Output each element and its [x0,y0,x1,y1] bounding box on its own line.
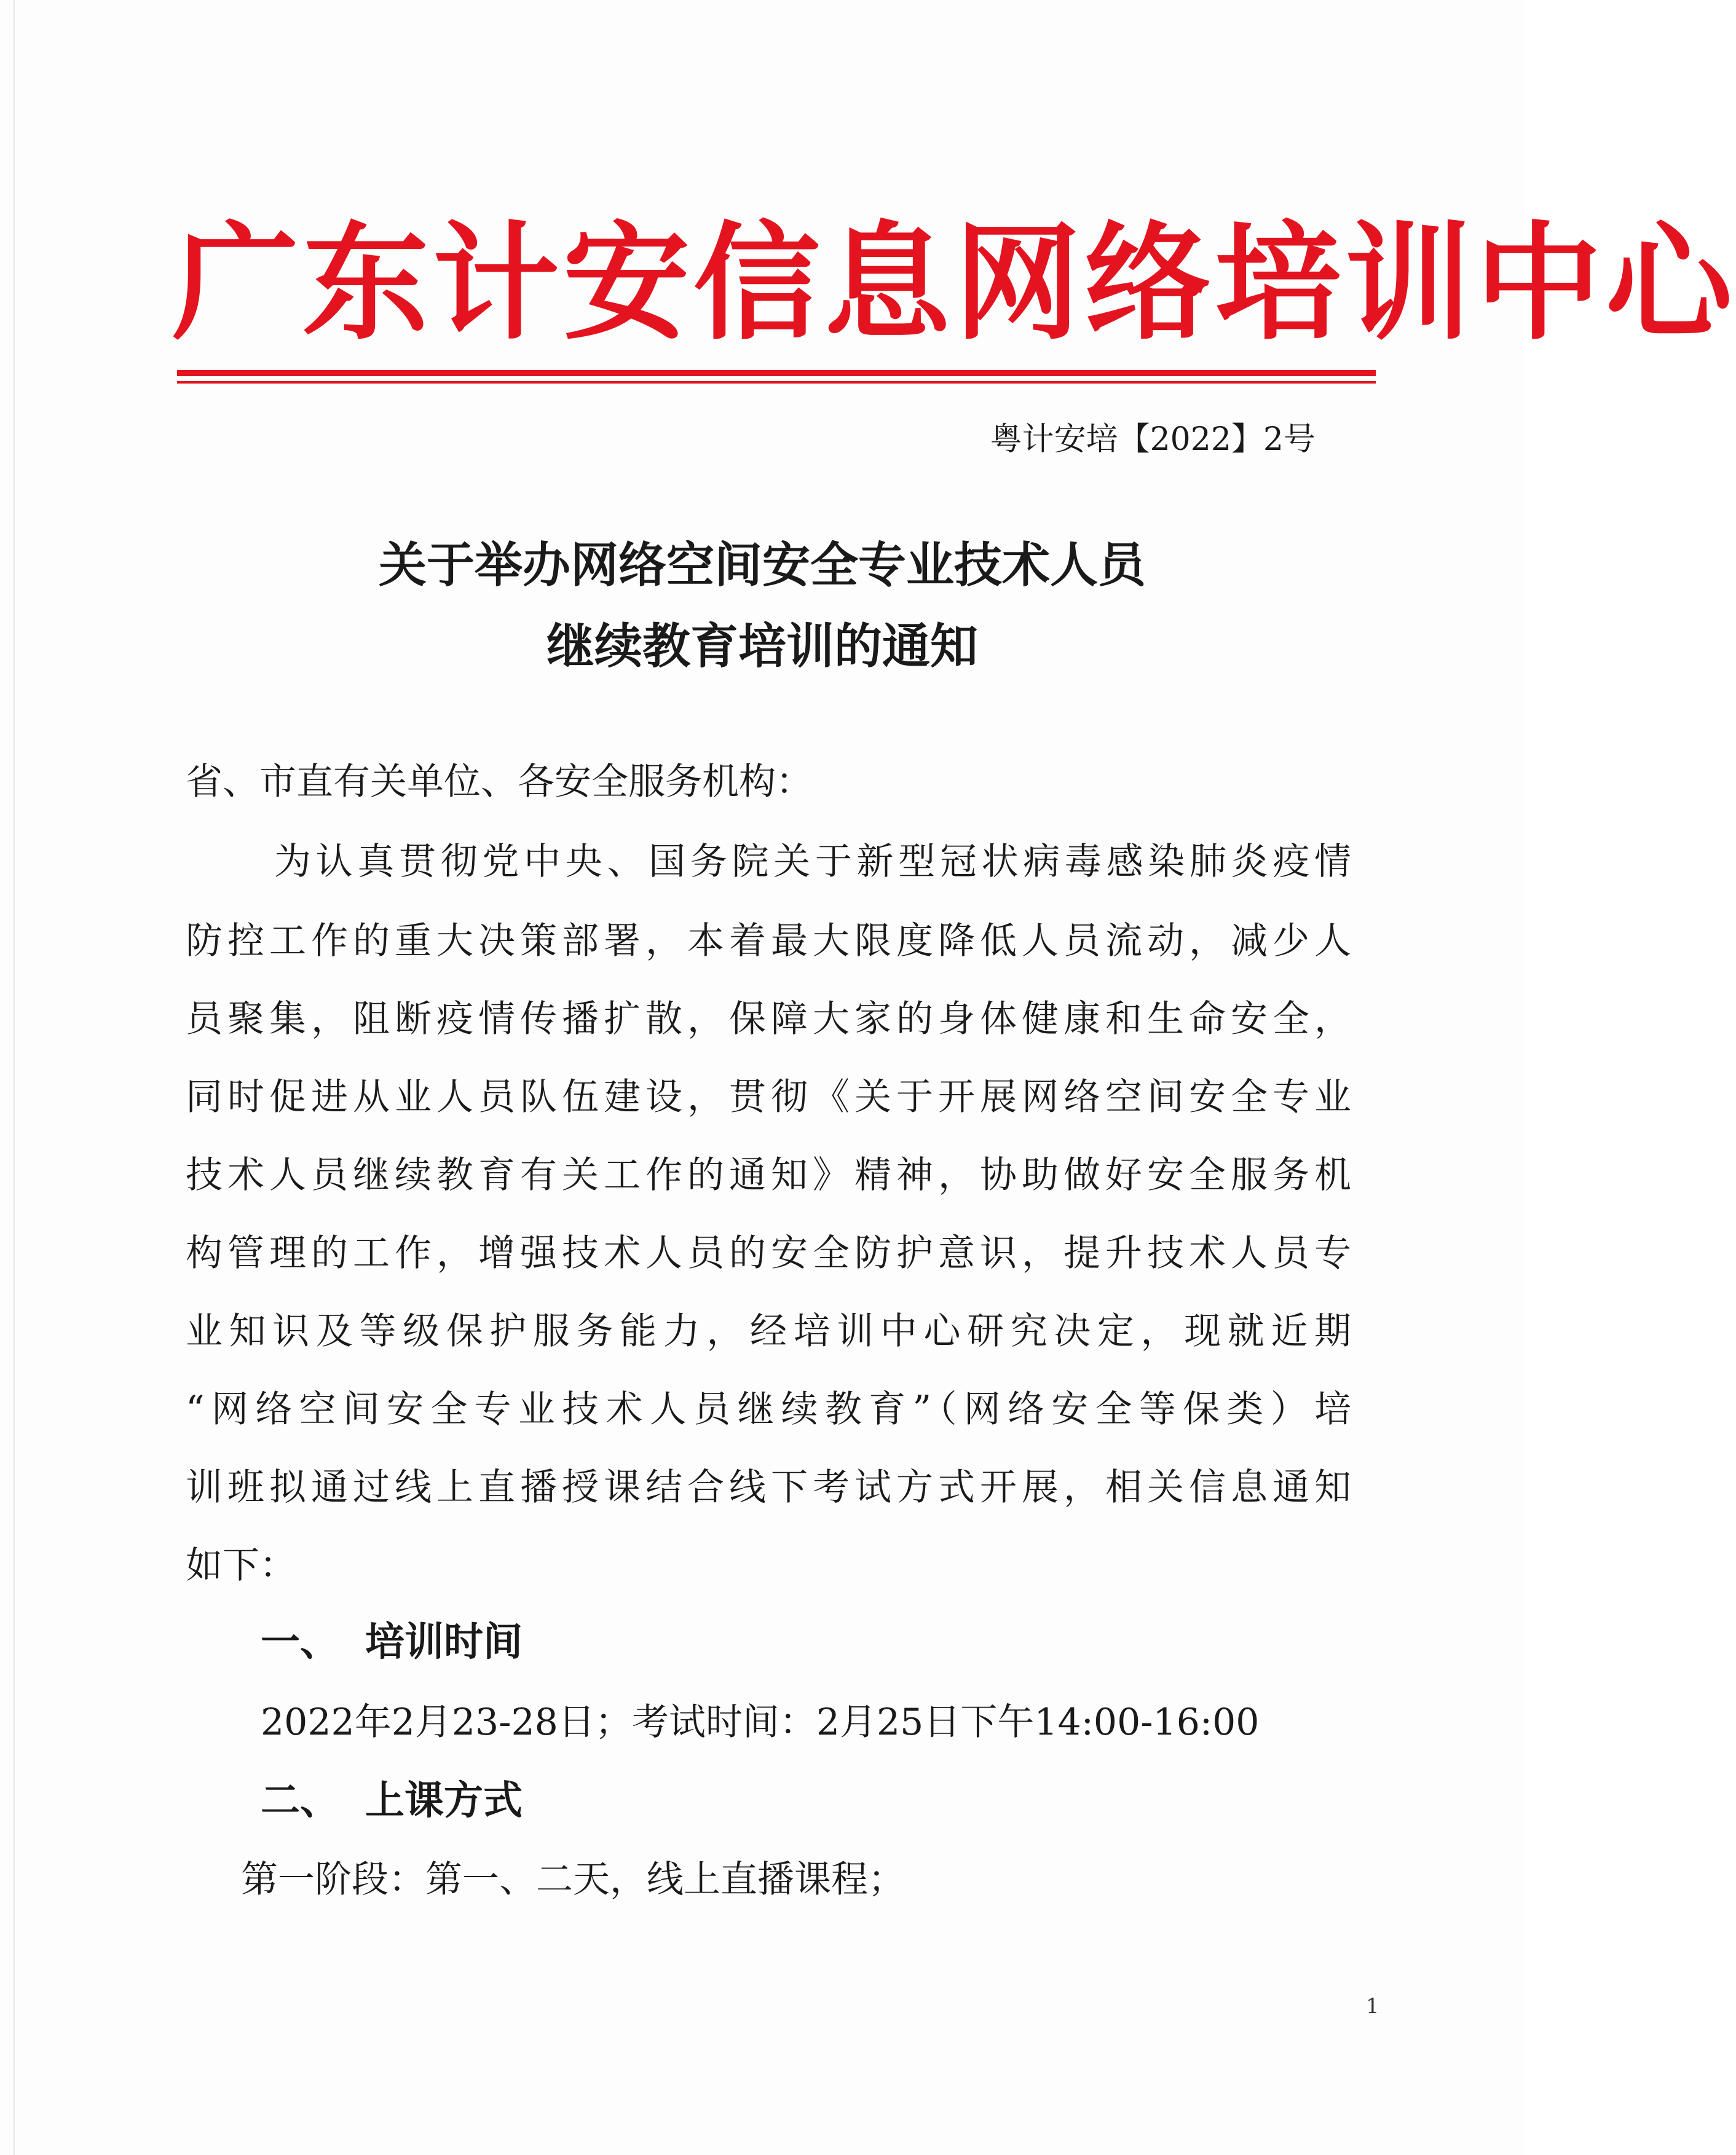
letterhead-rule-thin [177,381,1376,384]
body-line: “网络空间安全专业技术人员继续教育”（网络安全等保类）培 [186,1388,1351,1431]
section-heading-training-time [261,1612,523,1673]
body-line: 同时促进从业人员队伍建设，贯彻《关于开展网络空间安全专业 [186,1076,1351,1119]
body-line: 训班拟通过线上直播授课结合线下考试方式开展，相关信息通知 [186,1466,1351,1509]
section-heading-class-method [261,1770,523,1832]
body-line: 为认真贯彻党中央、国务院关于新型冠状病毒感染肺炎疫情 [274,840,1351,883]
scan-edge-line [14,0,15,2155]
section-number: 二、 [261,1778,339,1824]
document-number: 粤计安培【2022】2号 [990,421,1316,458]
body-line: 技术人员继续教育有关工作的通知》精神，协助做好安全服务机 [186,1154,1351,1197]
organization-letterhead: 广东计安信息网络培训中心 [172,208,1736,357]
training-time-content: 2022年2月23-28日；考试时间：2月25日下午14:00-16:00 [261,1701,1260,1744]
class-method-content: 第一阶段：第一、二天，线上直播课程； [241,1858,905,1901]
body-line: 员聚集，阻断疫情传播扩散，保障大家的身体健康和生命安全， [186,998,1351,1041]
body-line: 业知识及等级保护服务能力，经培训中心研究决定，现就近期 [186,1310,1351,1353]
page-number: 1 [1366,1994,1379,2019]
section-number: 一、 [261,1620,339,1665]
salutation: 省、市直有关单位、各安全服务机构： [186,760,813,803]
body-line: 防控工作的重大决策部署，本着最大限度降低人员流动，减少人 [186,920,1351,963]
notice-title-line-2: 继续教育培训的通知 [546,619,978,674]
letterhead-rule-thick [177,370,1376,376]
notice-title-line-1: 关于举办网络空间安全专业技术人员 [378,538,1146,593]
section-title: 培训时间 [365,1620,523,1665]
body-line: 如下： [186,1544,296,1587]
section-title: 上课方式 [365,1778,523,1824]
body-line: 构管理的工作，增强技术人员的安全防护意识，提升技术人员专 [186,1232,1351,1275]
